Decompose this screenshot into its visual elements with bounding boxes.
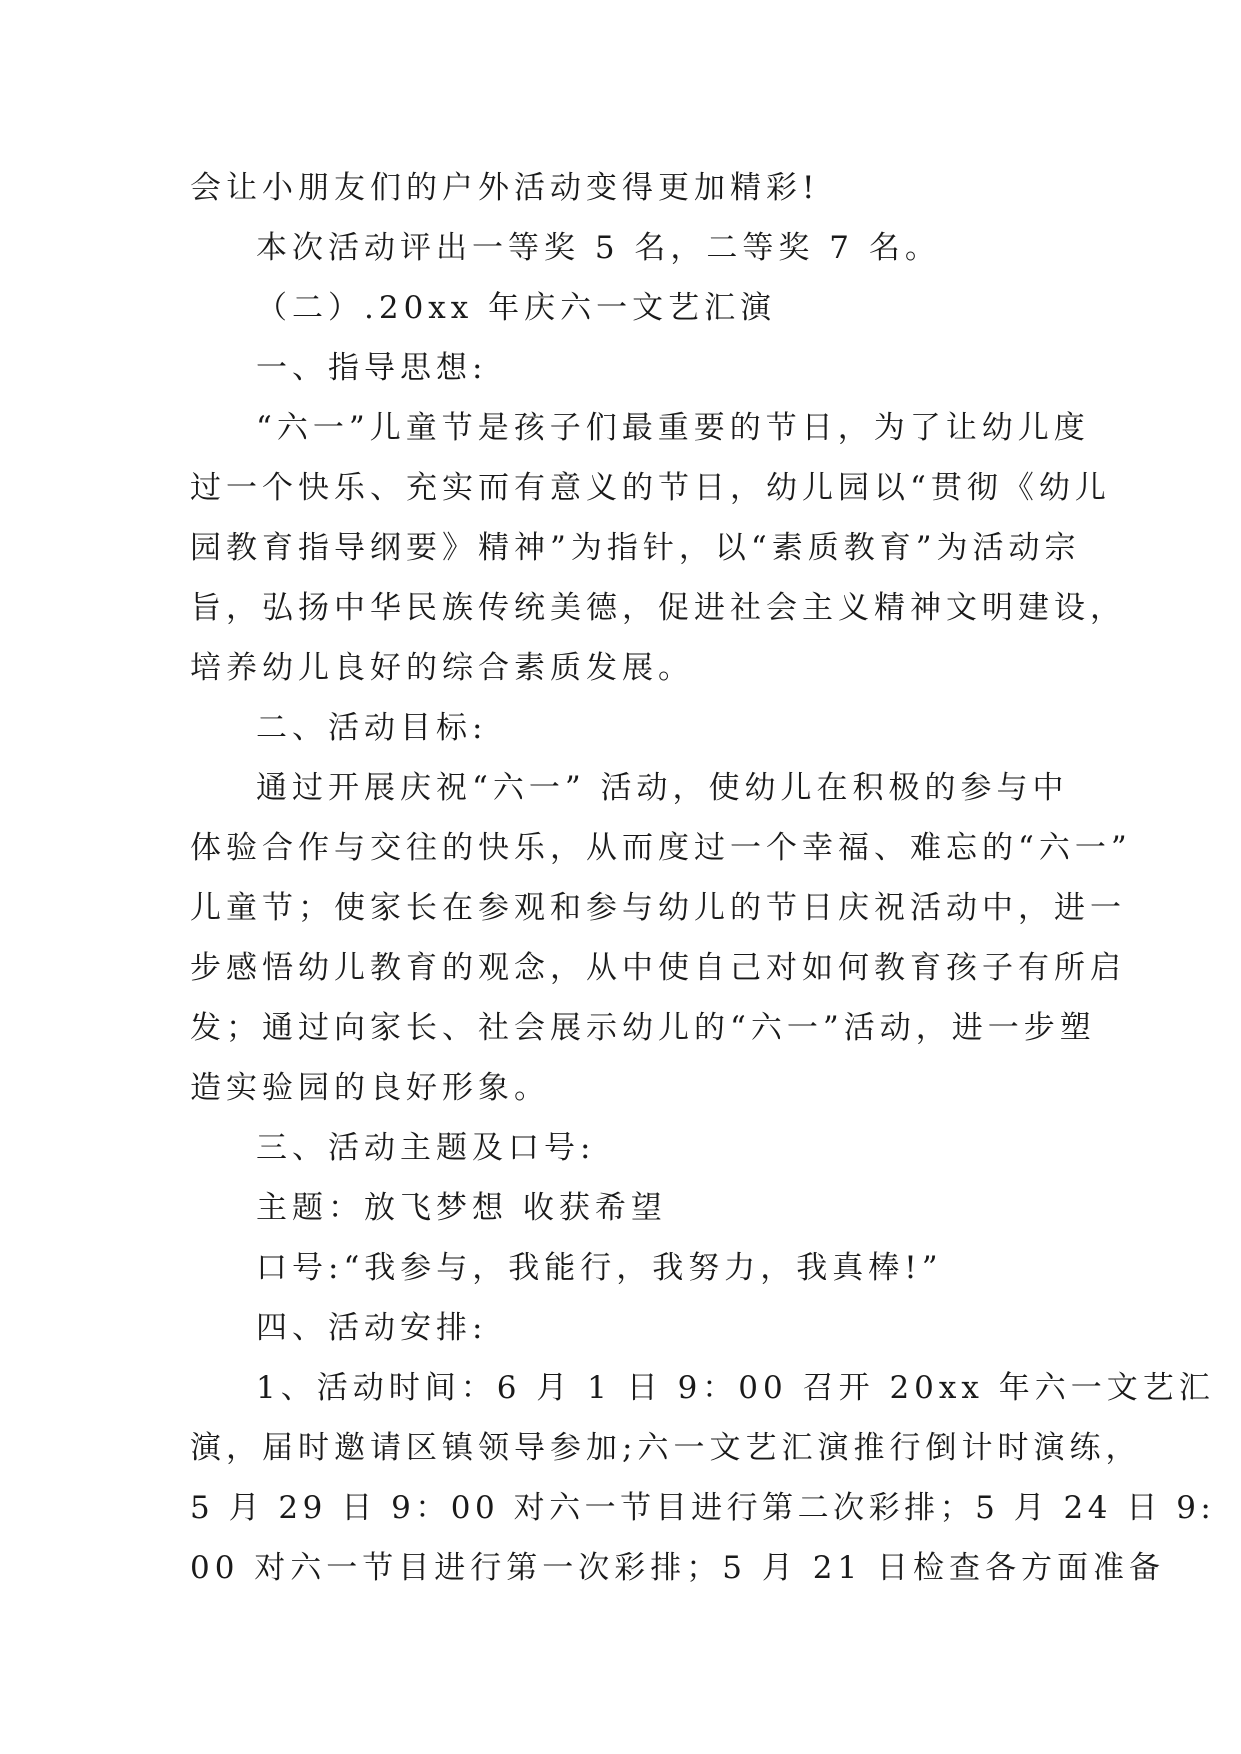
- paragraph-line: 儿童节；使家长在参观和参与幼儿的节日庆祝活动中，进一: [190, 890, 1126, 926]
- section-heading: （二）.20xx 年庆六一文艺汇演: [256, 290, 777, 326]
- subheading-theme-slogan: 三、活动主题及口号:: [256, 1130, 596, 1166]
- slogan-line: 口号:“我参与，我能行，我努力，我真棒!”: [256, 1250, 943, 1286]
- paragraph-line: 1、活动时间：6 月 1 日 9：00 召开 20xx 年六一文艺汇: [256, 1370, 1215, 1406]
- subheading-activity-schedule: 四、活动安排:: [256, 1310, 488, 1346]
- paragraph-line: 演，届时邀请区镇领导参加;六一文艺汇演推行倒计时演练，: [190, 1430, 1142, 1466]
- award-summary-line: 本次活动评出一等奖 5 名，二等奖 7 名。: [256, 230, 941, 266]
- paragraph-line: 体验合作与交往的快乐，从而度过一个幸福、难忘的“六一”: [190, 830, 1132, 866]
- paragraph-line: 发；通过向家长、社会展示幼儿的“六一”活动，进一步塑: [190, 1010, 1096, 1046]
- paragraph-line: 00 对六一节目进行第一次彩排；5 月 21 日检查各方面准备: [190, 1550, 1166, 1586]
- paragraph-line: “六一”儿童节是孩子们最重要的节日，为了让幼儿度: [256, 410, 1090, 446]
- paragraph-line: 步感悟幼儿教育的观念，从中使自己对如何教育孩子有所启: [190, 950, 1126, 986]
- theme-line: 主题：放飞梦想 收获希望: [256, 1190, 667, 1226]
- paragraph-line: 造实验园的良好形象。: [190, 1070, 550, 1106]
- subheading-guiding-thought: 一、指导思想:: [256, 350, 488, 386]
- subheading-activity-goal: 二、活动目标:: [256, 710, 488, 746]
- paragraph-line: 培养幼儿良好的综合素质发展。: [190, 650, 694, 686]
- paragraph-line: 会让小朋友们的户外活动变得更加精彩!: [190, 170, 820, 206]
- paragraph-line: 园教育指导纲要》精神”为指针，以“素质教育”为活动宗: [190, 530, 1081, 566]
- paragraph-line: 旨，弘扬中华民族传统美德，促进社会主义精神文明建设，: [190, 590, 1126, 626]
- paragraph-line: 过一个快乐、充实而有意义的节日，幼儿园以“贯彻《幼儿: [190, 470, 1111, 506]
- paragraph-line: 5 月 29 日 9：00 对六一节目进行第二次彩排；5 月 24 日 9:: [190, 1490, 1216, 1526]
- paragraph-line: 通过开展庆祝“六一” 活动，使幼儿在积极的参与中: [256, 770, 1069, 806]
